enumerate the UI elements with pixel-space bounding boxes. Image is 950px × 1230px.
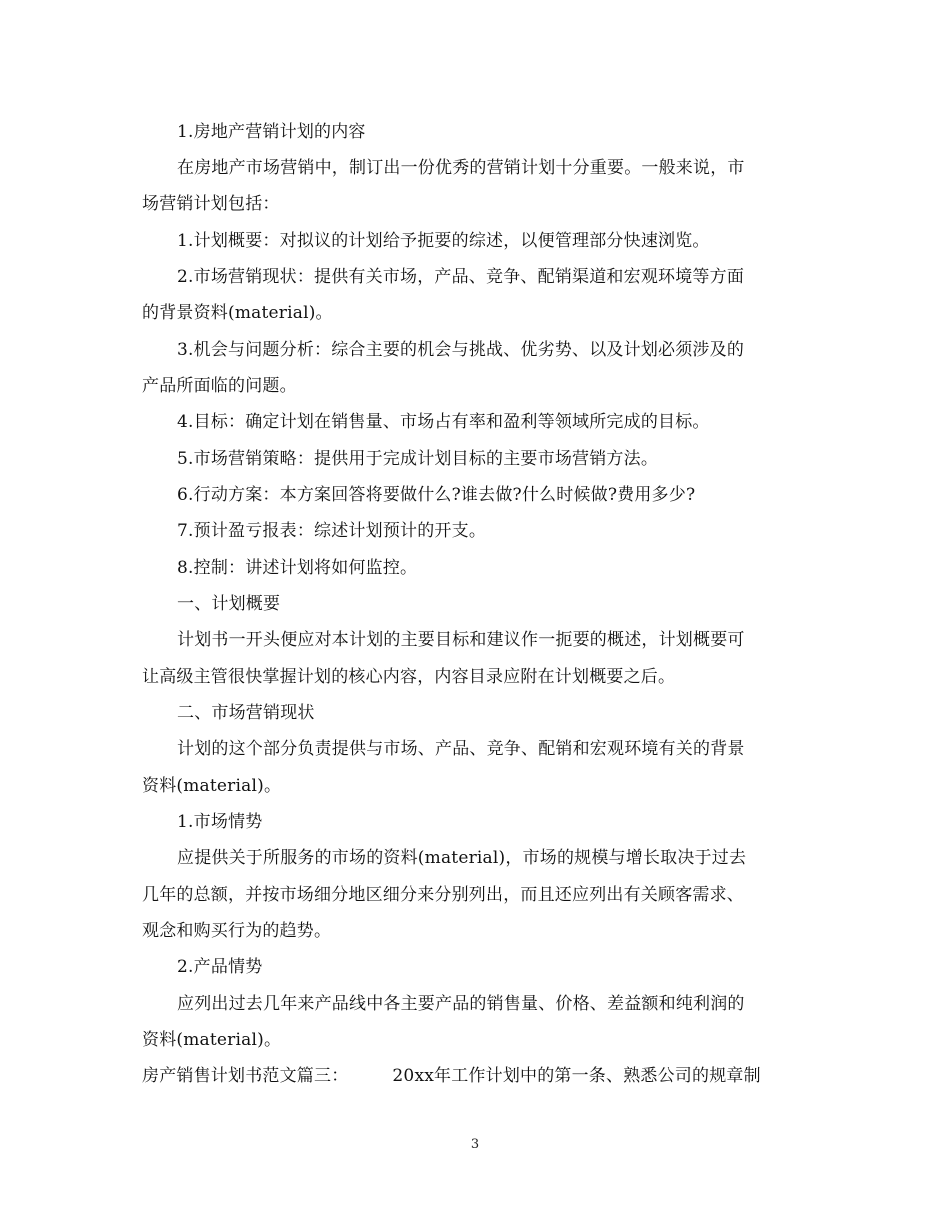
paragraph-line: 1.房地产营销计划的内容 — [177, 122, 366, 142]
paragraph-line: 计划的这个部分负责提供与市场、产品、竞争、配销和宏观环境有关的背景 — [177, 739, 745, 759]
paragraph-line: 资料(material)。 — [142, 776, 282, 796]
section-heading: 二、市场营销现状 — [177, 703, 315, 723]
subsection-heading: 1.市场情势 — [177, 812, 263, 832]
paragraph-line: 让高级主管很快掌握计划的核心内容，内容目录应附在计划概要之后。 — [142, 667, 676, 687]
paragraph-line: 资料(material)。 — [142, 1030, 282, 1050]
paragraph-line: 1.计划概要：对拟议的计划给予扼要的综述，以便管理部分快速浏览。 — [177, 231, 710, 251]
paragraph-line: 计划书一开头便应对本计划的主要目标和建议作一扼要的概述，计划概要可 — [177, 630, 745, 650]
paragraph-line: 4.目标：确定计划在销售量、市场占有率和盈利等领域所完成的目标。 — [177, 412, 710, 432]
paragraph-line: 应列出过去几年来产品线中各主要产品的销售量、价格、差益额和纯利润的 — [177, 994, 745, 1014]
paragraph-line: 5.市场营销策略：提供用于完成计划目标的主要市场营销方法。 — [177, 449, 659, 469]
paragraph-line: 几年的总额，并按市场细分地区细分来分别列出，而且还应列出有关顾客需求、 — [142, 885, 744, 905]
paragraph-line: 的背景资料(material)。 — [142, 303, 333, 323]
paragraph-line: 6.行动方案：本方案回答将要做什么?谁去做?什么时候做?费用多少? — [177, 485, 696, 505]
footer-line — [142, 1064, 802, 1088]
paragraph-line: 7.预计盈亏报表：综述计划预计的开支。 — [177, 521, 487, 541]
footer-line-right: 20xx年工作计划中的第一条、熟悉公司的规章制 — [392, 1066, 761, 1086]
paragraph-line: 2.市场营销现状：提供有关市场，产品、竞争、配销渠道和宏观环境等方面 — [177, 267, 745, 287]
paragraph-line: 3.机会与问题分析：综合主要的机会与挑战、优劣势、以及计划必须涉及的 — [177, 340, 745, 360]
paragraph-line: 产品所面临的问题。 — [142, 376, 297, 396]
page-number: 3 — [470, 1137, 480, 1152]
paragraph-line: 在房地产市场营销中，制订出一份优秀的营销计划十分重要。一般来说，市 — [177, 158, 745, 178]
footer-line-left: 房产销售计划书范文篇三： — [142, 1066, 349, 1086]
paragraph-line: 应提供关于所服务的市场的资料(material)，市场的规模与增长取决于过去 — [177, 848, 747, 868]
paragraph-line: 8.控制：讲述计划将如何监控。 — [177, 558, 418, 578]
paragraph-line: 观念和购买行为的趋势。 — [142, 921, 332, 941]
subsection-heading: 2.产品情势 — [177, 957, 263, 977]
section-heading: 一、计划概要 — [177, 594, 281, 614]
paragraph-line: 场营销计划包括： — [142, 194, 280, 214]
